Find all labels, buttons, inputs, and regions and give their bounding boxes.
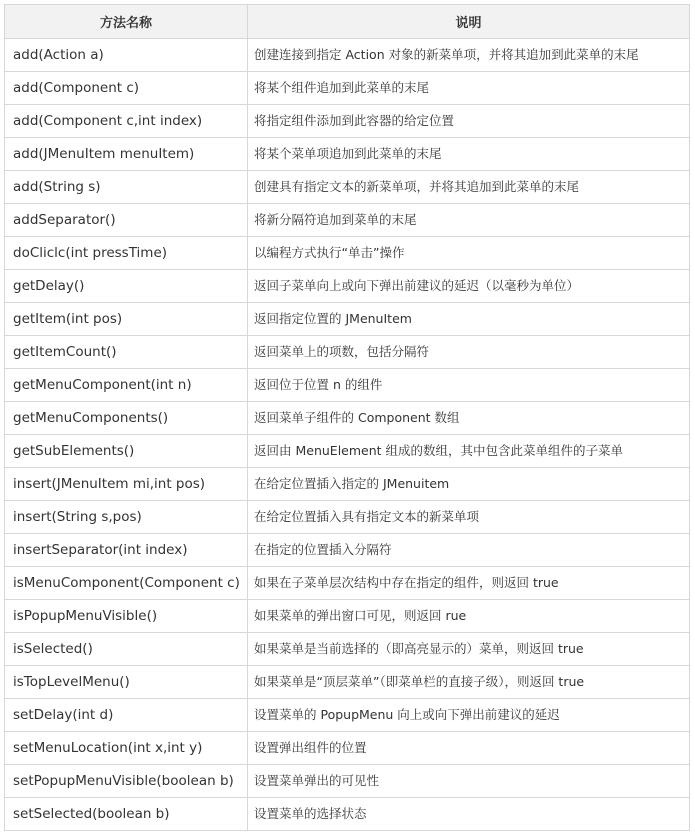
method-description-cell: 创建具有指定文本的新菜单项，并将其追加到此菜单的末尾: [248, 171, 690, 204]
method-description-cell: 创建连接到指定 Action 对象的新菜单项，并将其追加到此菜单的末尾: [248, 39, 690, 72]
table-row: [5, 633, 690, 666]
method-table-container: [4, 4, 689, 831]
header-description: 说明: [248, 5, 690, 39]
method-description-cell: 将某个组件追加到此菜单的末尾: [248, 72, 690, 105]
header-method-name: 方法名称: [5, 5, 248, 39]
table-row: [5, 435, 690, 468]
method-description-cell: 在指定的位置插入分隔符: [248, 534, 690, 567]
method-name-cell: doCliclc(int pressTime): [5, 237, 248, 270]
method-name-cell: insert(JMenuItem mi,int pos): [5, 468, 248, 501]
table-row: [5, 39, 690, 72]
method-description-cell: 如果在子菜单层次结构中存在指定的组件，则返回 true: [248, 567, 690, 600]
table-row: [5, 666, 690, 699]
method-description-cell: 如果菜单的弹出窗口可见，则返回 rue: [248, 600, 690, 633]
table-body: [5, 39, 690, 831]
table-row: [5, 336, 690, 369]
table-row: [5, 600, 690, 633]
method-name-cell: isMenuComponent(Component c): [5, 567, 248, 600]
method-name-cell: add(Component c): [5, 72, 248, 105]
method-description-cell: 设置菜单弹出的可见性: [248, 765, 690, 798]
table-row: [5, 204, 690, 237]
method-description-cell: 在给定位置插入指定的 JMenuitem: [248, 468, 690, 501]
table-row: [5, 171, 690, 204]
table-row: [5, 798, 690, 831]
method-name-cell: add(String s): [5, 171, 248, 204]
method-description-cell: 如果菜单是当前选择的（即高亮显示的）菜单，则返回 true: [248, 633, 690, 666]
table-row: [5, 72, 690, 105]
table-row: [5, 765, 690, 798]
table-row: [5, 534, 690, 567]
table-row: [5, 501, 690, 534]
method-description-cell: 在给定位置插入具有指定文本的新菜单项: [248, 501, 690, 534]
method-name-cell: isTopLevelMenu(): [5, 666, 248, 699]
table-row: [5, 237, 690, 270]
method-description-cell: 返回指定位置的 JMenuItem: [248, 303, 690, 336]
method-description-cell: 设置弹出组件的位置: [248, 732, 690, 765]
method-name-cell: add(Component c,int index): [5, 105, 248, 138]
table-row: [5, 567, 690, 600]
method-name-cell: insertSeparator(int index): [5, 534, 248, 567]
table-row: [5, 270, 690, 303]
table-row: [5, 468, 690, 501]
method-description-cell: 将某个菜单项追加到此菜单的末尾: [248, 138, 690, 171]
method-description-cell: 返回菜单上的项数，包括分隔符: [248, 336, 690, 369]
method-description-cell: 返回菜单子组件的 Component 数组: [248, 402, 690, 435]
method-description-cell: 返回位于位置 n 的组件: [248, 369, 690, 402]
table-row: [5, 303, 690, 336]
table-header: [5, 5, 690, 39]
table-row: [5, 699, 690, 732]
method-description-cell: 返回由 MenuElement 组成的数组，其中包含此菜单组件的子菜单: [248, 435, 690, 468]
method-name-cell: getItem(int pos): [5, 303, 248, 336]
method-description-cell: 将新分隔符追加到菜单的末尾: [248, 204, 690, 237]
method-description-cell: 设置菜单的 PopupMenu 向上或向下弹出前建议的延迟: [248, 699, 690, 732]
method-name-cell: insert(String s,pos): [5, 501, 248, 534]
method-name-cell: getMenuComponent(int n): [5, 369, 248, 402]
method-name-cell: getDelay(): [5, 270, 248, 303]
method-name-cell: setDelay(int d): [5, 699, 248, 732]
method-name-cell: setPopupMenuVisible(boolean b): [5, 765, 248, 798]
table-row: [5, 732, 690, 765]
method-name-cell: getMenuComponents(): [5, 402, 248, 435]
method-table: [4, 4, 690, 831]
table-row: [5, 105, 690, 138]
method-name-cell: isPopupMenuVisible(): [5, 600, 248, 633]
method-name-cell: getItemCount(): [5, 336, 248, 369]
table-row: [5, 138, 690, 171]
method-name-cell: add(Action a): [5, 39, 248, 72]
method-name-cell: setSelected(boolean b): [5, 798, 248, 831]
method-description-cell: 设置菜单的选择状态: [248, 798, 690, 831]
table-row: [5, 369, 690, 402]
method-description-cell: 将指定组件添加到此容器的给定位置: [248, 105, 690, 138]
method-name-cell: add(JMenuItem menuItem): [5, 138, 248, 171]
method-name-cell: setMenuLocation(int x,int y): [5, 732, 248, 765]
method-description-cell: 如果菜单是“顶层菜单”（即菜单栏的直接子级），则返回 true: [248, 666, 690, 699]
header-row: [5, 5, 690, 39]
method-name-cell: isSelected(): [5, 633, 248, 666]
method-description-cell: 以编程方式执行“单击”操作: [248, 237, 690, 270]
method-name-cell: getSubElements(): [5, 435, 248, 468]
method-name-cell: addSeparator(): [5, 204, 248, 237]
table-row: [5, 402, 690, 435]
method-description-cell: 返回子菜单向上或向下弹出前建议的延迟（以毫秒为单位）: [248, 270, 690, 303]
